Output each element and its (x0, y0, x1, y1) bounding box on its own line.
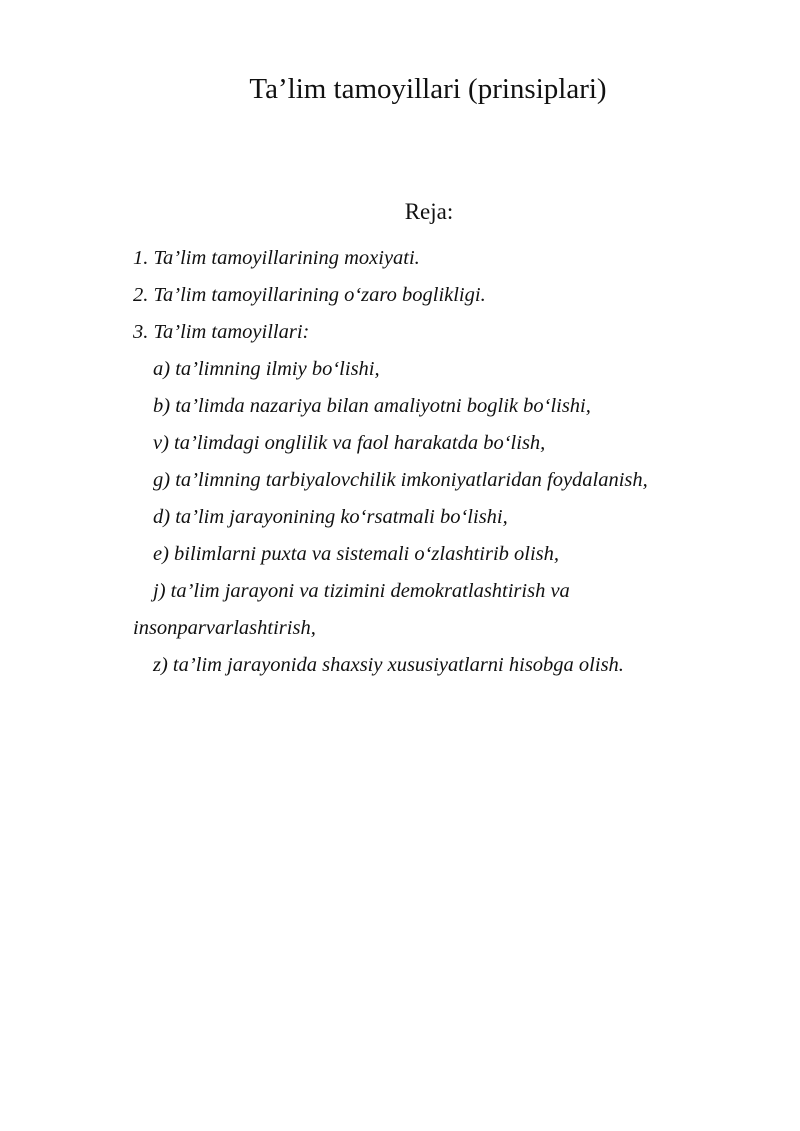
plan-heading: Reja: (404, 199, 454, 224)
plan-subitem-e: e) bilimlarni puxta va sistemali o‘zlashtirib olish, (153, 543, 560, 565)
plan-subitem-a: a) ta’limning ilmiy bo‘lishi, (153, 358, 380, 380)
plan-item-3: 3. Ta’lim tamoyillari: (133, 321, 310, 343)
plan-item-2: 2. Ta’lim tamoyillarining o‘zaro boglikligi. (133, 284, 486, 306)
plan-list (133, 240, 713, 684)
plan-subitem-j-continuation: insonparvarlashtirish, (133, 617, 316, 639)
plan-subitem-b: b) ta’limda nazariya bilan amaliyotni boglik bo‘lishi, (153, 395, 591, 417)
document-title: Ta’lim tamoyillari (prinsiplari) (249, 73, 607, 105)
plan-subitem-z: z) ta’lim jarayonida shaxsiy xususiyatlarni hisobga olish. (153, 654, 624, 676)
plan-subitem-v: v) ta’limdagi onglilik va faol harakatda bo‘lish, (153, 432, 546, 454)
plan-item-1: 1. Ta’lim tamoyillarining moxiyati. (133, 247, 420, 269)
plan-subitem-g: g) ta’limning tarbiyalovchilik imkoniyatlaridan foydalanish, (153, 469, 648, 491)
plan-subitem-j: j) ta’lim jarayoni va tizimini demokratlashtirish va (153, 580, 570, 602)
plan-subitem-d: d) ta’lim jarayonining ko‘rsatmali bo‘lishi, (153, 506, 508, 528)
